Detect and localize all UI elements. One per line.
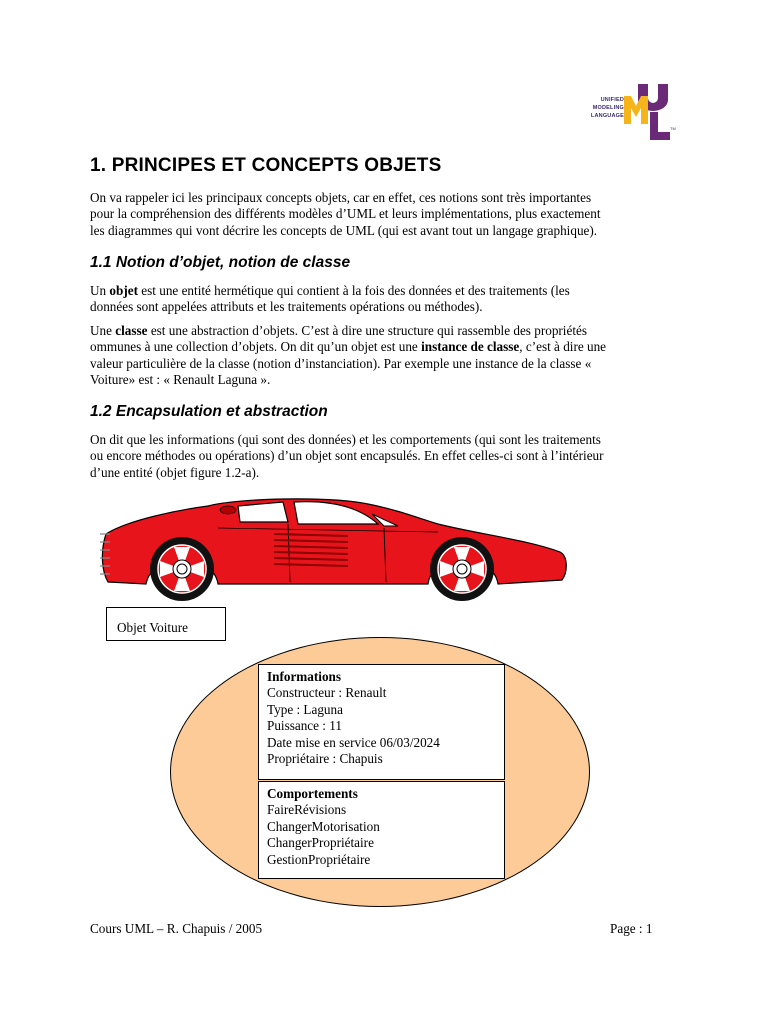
- info-item: Puissance : 11: [267, 718, 342, 734]
- car-illustration: [98, 492, 573, 607]
- section-1-2-title: 1.2 Encapsulation et abstraction: [90, 403, 328, 420]
- objet-paragraph: [90, 283, 682, 316]
- object-label-box: Objet Voiture: [106, 607, 226, 641]
- encap-line-2: ou encore méthodes ou opérations) d’un objet sont encapsulés. En effet celles-ci sont à l’intérieur: [90, 448, 604, 464]
- comportements-title: Comportements: [267, 786, 358, 801]
- term-objet: objet: [109, 283, 138, 298]
- encapsulation-paragraph: [90, 432, 682, 481]
- info-item: Date mise en service 06/03/2024: [267, 734, 440, 750]
- info-item: Propriétaire : Chapuis: [267, 751, 383, 767]
- encap-line-1: On dit que les informations (qui sont des données) et les comportements (qui sont les traitements: [90, 432, 601, 447]
- text: est une abstraction d’objets. C’est à dire une structure qui rassemble des propriétés: [147, 323, 587, 338]
- behavior-item: FaireRévisions: [267, 802, 347, 818]
- informations-title: Informations: [267, 669, 341, 684]
- text: Une: [90, 323, 116, 338]
- classe-line-4: Voiture» est : « Renault Laguna ».: [90, 372, 271, 388]
- encap-line-3: d’une entité (objet figure 1.2-a).: [90, 464, 260, 480]
- logo-line-modeling: MODELING: [592, 105, 624, 111]
- info-item: Constructeur : Renault: [267, 685, 387, 701]
- text: Un: [90, 283, 110, 298]
- section-1-1-title: 1.1 Notion d’objet, notion de classe: [90, 254, 351, 271]
- behavior-item: ChangerPropriétaire: [267, 835, 374, 851]
- behavior-item: GestionPropriétaire: [267, 851, 371, 867]
- footer-page-number: Page : 1: [610, 921, 653, 936]
- informations-box: [258, 664, 505, 780]
- logo-caption: [588, 96, 624, 120]
- classe-paragraph: [90, 323, 682, 389]
- logo-tm: TM: [670, 126, 676, 131]
- text: est une entité hermétique qui contient à la fois des données et des traitements (les: [138, 283, 570, 298]
- classe-line-3: valeur particulière de la classe (notion d’instanciation). Par exemple une instance de la classe «: [90, 355, 592, 371]
- text: ommunes à une collection d’objets. On dit qu’un objet est une: [90, 339, 422, 355]
- intro-line-2: pour la compréhension des différents modèles d’UML et leurs implémentations, plus exactement: [90, 206, 601, 222]
- objet-line-1: [90, 283, 570, 298]
- behavior-item: ChangerMotorisation: [267, 818, 380, 834]
- term-classe: classe: [115, 323, 148, 338]
- info-item: Type : Laguna: [267, 701, 343, 717]
- intro-paragraph: [90, 190, 682, 239]
- intro-line-1: On va rappeler ici les principaux concepts objets, car en effet, ces notions sont très importantes: [90, 190, 592, 205]
- term-instance-de-classe: instance de classe: [421, 339, 520, 355]
- logo-line-language: LANGUAGE: [590, 113, 624, 119]
- text: , c’est à dire une: [519, 339, 607, 355]
- page-title: 1. PRINCIPES ET CONCEPTS OBJETS: [90, 155, 442, 176]
- uml-logo: [588, 82, 682, 144]
- classe-line-1: [90, 323, 587, 338]
- logo-line-unified: UNIFIED: [600, 97, 624, 103]
- uml-letters-graphic: [620, 82, 682, 144]
- intro-line-3: les diagrammes qui vont décrire les concepts de UML (qui est avant tout un langage graphique).: [90, 222, 598, 238]
- classe-line-2: [90, 339, 606, 354]
- comportements-box: [258, 781, 505, 879]
- objet-line-2: données sont appelées attributs et les traitements opérations ou méthodes).: [90, 299, 483, 315]
- footer-course: Cours UML – R. Chapuis / 2005: [90, 921, 263, 936]
